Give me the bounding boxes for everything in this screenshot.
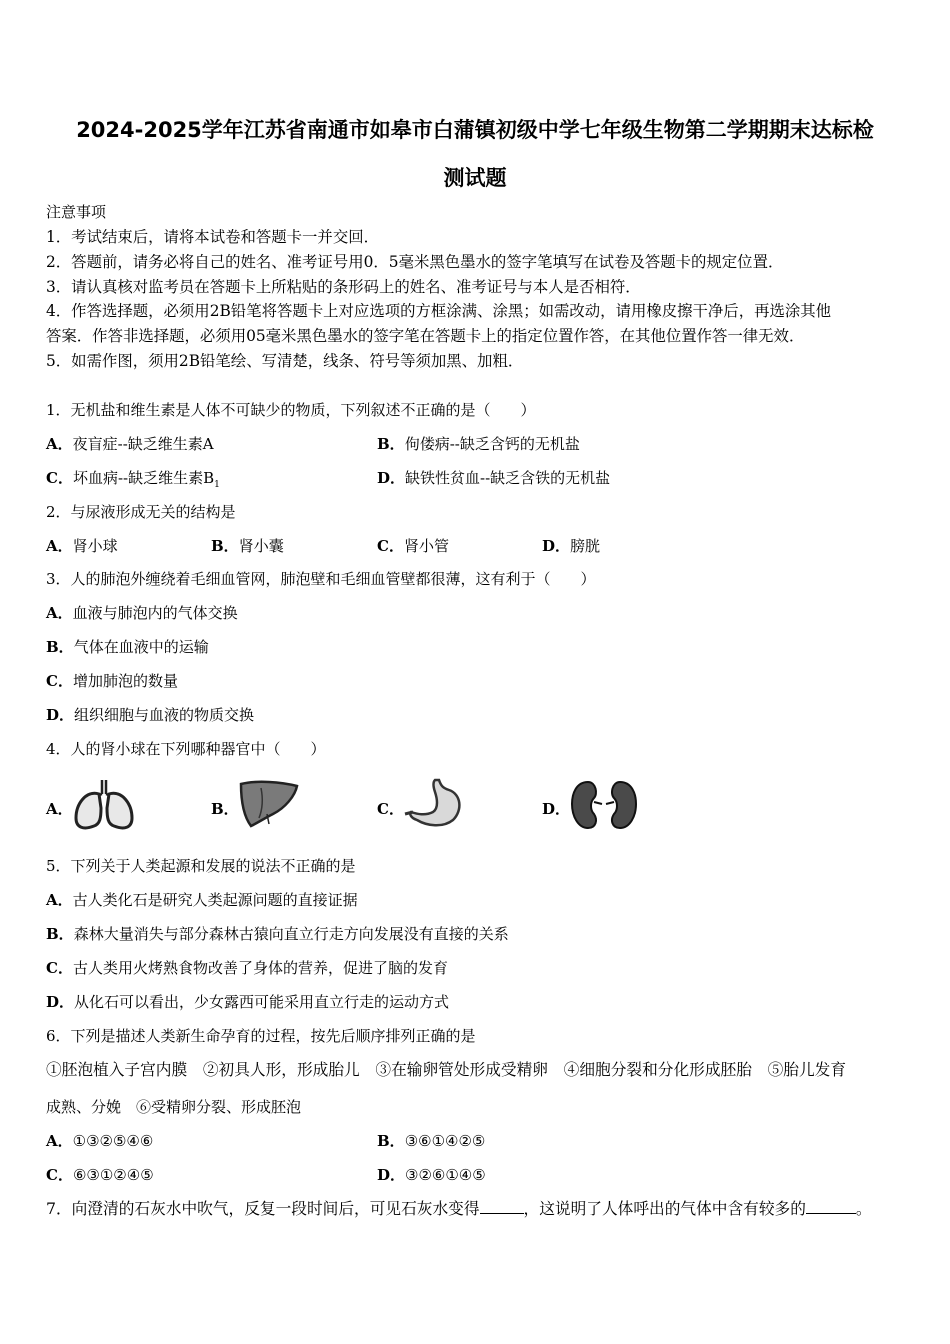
q4-stem: 4．人的肾小球在下列哪种器官中（ ）	[46, 740, 326, 758]
q2-option-a	[46, 536, 118, 556]
notice-item-3: 3．请认真核对监考员在答题卡上所粘贴的条形码上的姓名、准考证号与本人是否相符．	[46, 278, 641, 296]
q3-option-b-text: 气体在血液中的运输	[73, 638, 209, 656]
q4-option-a	[46, 778, 166, 832]
q1-stem: 1．无机盐和维生素是人体不可缺少的物质，下列叙述不正确的是（ ）	[46, 401, 536, 419]
q5-option-c-label: C．	[46, 959, 73, 977]
q5-option-d	[46, 992, 449, 1012]
q6-option-b-label: B．	[377, 1132, 405, 1150]
q1-option-d-label: D．	[377, 469, 406, 487]
q7-part1: 7．向澄清的石灰水中吹气，反复一段时间后，可见石灰水变得	[46, 1199, 480, 1218]
q5-option-a-text: 古人类化石是研究人类起源问题的直接证据	[72, 891, 358, 909]
q1-option-c	[46, 468, 220, 495]
stomach-icon	[403, 778, 467, 832]
q1-option-d	[377, 468, 610, 488]
lungs-icon	[72, 778, 136, 832]
q1-option-c-text: 坏血病--缺乏维生素B	[72, 469, 215, 487]
q1-option-c-subscript: 1	[214, 480, 220, 490]
q4-option-c-label: C．	[377, 800, 404, 818]
q1-option-b	[377, 434, 580, 454]
q5-option-a-label: A．	[46, 891, 73, 909]
q2-option-b	[211, 536, 284, 556]
q2-option-b-label: B．	[211, 537, 239, 555]
q2-option-a-text: 肾小球	[72, 537, 118, 555]
kidneys-icon	[568, 778, 640, 832]
q1-option-b-label: B．	[377, 435, 405, 453]
q6-option-d-text: ③②⑥①④⑤	[405, 1166, 486, 1184]
q2-option-a-label: A．	[46, 537, 73, 555]
q6-option-a-label: A．	[46, 1132, 73, 1150]
q3-option-d	[46, 705, 254, 725]
q6-option-d-label: D．	[377, 1166, 406, 1184]
q3-option-d-label: D．	[46, 706, 75, 724]
q2-option-b-text: 肾小囊	[238, 537, 284, 555]
q3-option-b-label: B．	[46, 638, 74, 656]
q6-option-c-text: ⑥③①②④⑤	[72, 1166, 154, 1184]
q6-option-c-label: C．	[46, 1166, 73, 1184]
q1-option-a-label: A．	[46, 435, 73, 453]
q1-option-d-text: 缺铁性贫血--缺乏含铁的无机盐	[405, 469, 611, 487]
q2-option-c-text: 肾小管	[403, 537, 449, 555]
q2-option-d-label: D．	[542, 537, 571, 555]
q3-option-b	[46, 637, 209, 657]
q1-option-c-label: C．	[46, 469, 73, 487]
q6-option-c	[46, 1165, 154, 1185]
q5-option-d-label: D．	[46, 993, 75, 1011]
q3-stem: 3．人的肺泡外缠绕着毛细血管网，肺泡壁和毛细血管壁都很薄，这有利于（ ）	[46, 570, 596, 588]
q7-part3: 。	[855, 1199, 872, 1218]
q1-option-a-text: 夜盲症--缺乏维生素A	[72, 435, 214, 453]
q6-process-line1: ①胚泡植入子宫内膜 ②初具人形，形成胎儿 ③在输卵管处形成受精卵 ④细胞分裂和分化形成胚胎 ⑤胎儿发育	[46, 1060, 847, 1079]
q3-option-c	[46, 671, 178, 691]
q2-option-d-text: 膀胱	[570, 537, 601, 555]
liver-icon	[237, 778, 301, 832]
q5-option-b-label: B．	[46, 925, 74, 943]
q3-option-a	[46, 603, 238, 623]
q5-option-c-text: 古人类用火烤熟食物改善了身体的营养，促进了脑的发育	[72, 959, 448, 977]
q5-option-d-text: 从化石可以看出，少女露西可能采用直立行走的运动方式	[74, 993, 450, 1011]
q4-option-d-label: D．	[542, 800, 571, 818]
q3-option-c-label: C．	[46, 672, 73, 690]
q7-blank-1[interactable]	[480, 1199, 524, 1214]
q6-option-b-text: ③⑥①④②⑤	[404, 1132, 486, 1150]
q2-option-d	[542, 536, 600, 556]
q1-option-a	[46, 434, 214, 454]
q5-option-c	[46, 958, 448, 978]
exam-title-line1: 2024-2025学年江苏省南通市如皋市白蒲镇初级中学七年级生物第二学期期末达标检	[76, 118, 874, 142]
notice-item-4-cont: 答案．作答非选择题，必须用05毫米黑色墨水的签字笔在答题卡上的指定位置作答，在其他位置作答一律无效．	[46, 327, 805, 345]
notice-heading: 注意事项	[46, 203, 107, 221]
q5-option-a	[46, 890, 358, 910]
q4-option-d	[542, 778, 662, 832]
q4-option-c	[377, 778, 497, 832]
q6-stem: 6．下列是描述人类新生命孕育的过程，按先后顺序排列正确的是	[46, 1027, 476, 1045]
q6-option-a-text: ①③②⑤④⑥	[72, 1132, 154, 1150]
q5-option-b-text: 森林大量消失与部分森林古猿向直立行走方向发展没有直接的关系	[73, 925, 509, 943]
q4-option-a-label: A．	[46, 800, 73, 818]
q2-stem: 2．与尿液形成无关的结构是	[46, 503, 236, 521]
q7-part2: ，这说明了人体呼出的气体中含有较多的	[523, 1199, 806, 1218]
q7-blank-2[interactable]	[806, 1199, 856, 1214]
q4-option-b	[211, 778, 331, 832]
q2-option-c-label: C．	[377, 537, 404, 555]
q5-option-b	[46, 924, 509, 944]
q5-stem: 5．下列关于人类起源和发展的说法不正确的是	[46, 857, 356, 875]
q6-option-d	[377, 1165, 486, 1185]
notice-item-5: 5．如需作图，须用2B铅笔绘、写清楚，线条、符号等须加黑、加粗．	[46, 352, 524, 370]
q7-stem	[46, 1199, 872, 1219]
notice-item-4: 4．作答选择题，必须用2B铅笔将答题卡上对应选项的方框涂满、涂黑；如需改动，请用橡皮擦干净后，再选涂其他	[46, 302, 832, 320]
q3-option-c-text: 增加肺泡的数量	[72, 672, 178, 690]
q1-option-b-text: 佝偻病--缺乏含钙的无机盐	[404, 435, 580, 453]
q6-option-a	[46, 1131, 153, 1151]
q6-option-b	[377, 1131, 485, 1151]
exam-title-line2: 测试题	[443, 166, 507, 190]
notice-item-2: 2．答题前，请务必将自己的姓名、准考证号用0．5毫米黑色墨水的签字笔填写在试卷及答题卡的规定位置．	[46, 253, 784, 271]
q3-option-d-text: 组织细胞与血液的物质交换	[74, 706, 255, 724]
q6-process-line2: 成熟、分娩 ⑥受精卵分裂、形成胚泡	[46, 1098, 302, 1116]
notice-item-1: 1．考试结束后，请将本试卷和答题卡一并交回．	[46, 228, 379, 246]
q3-option-a-label: A．	[46, 604, 73, 622]
q4-option-b-label: B．	[211, 800, 239, 818]
q3-option-a-text: 血液与肺泡内的气体交换	[72, 604, 238, 622]
q2-option-c	[377, 536, 449, 556]
